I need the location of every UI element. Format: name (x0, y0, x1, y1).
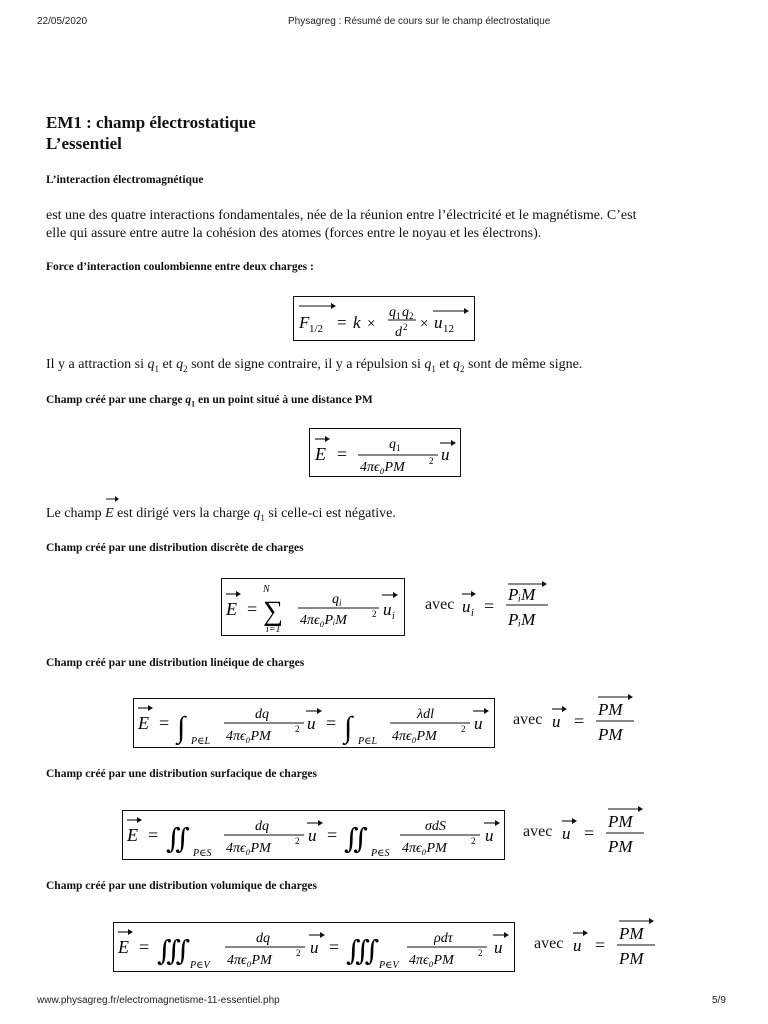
den-4pi-e0-PM: 4πϵ₀PM (360, 460, 405, 475)
equals-sign: = (584, 823, 595, 843)
integral-domain-2: P∈V (379, 960, 399, 971)
sub-1: 1 (431, 363, 436, 374)
times-sign: × (367, 316, 376, 332)
equals-sign: = (484, 596, 495, 616)
page-subtitle: L’essentiel (46, 134, 122, 153)
q-symbol: q (452, 357, 460, 372)
print-url: www.physagreg.fr/electromagnetisme-11-essentiel.php (37, 995, 280, 1006)
integral-domain: P∈S (193, 848, 212, 859)
equals-sign: = (595, 935, 606, 955)
vector-arrow (105, 495, 119, 503)
heading-interaction: L’interaction électromagnétique (46, 174, 204, 186)
den-d-exp: 2 (403, 322, 408, 332)
heading-discrete: Champ créé par une distribution discrète de charges (46, 542, 304, 554)
integral-domain-2: P∈S (371, 848, 390, 859)
lineic-formula-svg (134, 699, 494, 747)
den-PM: PM (619, 949, 644, 968)
avec-label: avec (534, 935, 564, 952)
num-q: q (332, 592, 339, 607)
E-symbol: E (226, 599, 237, 619)
num-PM: PM (598, 700, 623, 719)
equals-sign-2: = (326, 713, 337, 733)
q-symbol: q (147, 357, 155, 372)
integral-sign: ∫ (177, 711, 186, 744)
equals-sign: = (148, 825, 159, 845)
num-q-sub: i (339, 598, 342, 608)
formula-volume (113, 922, 515, 972)
print-page-title: Physagreg : Résumé de cours sur le champ électrostatique (288, 16, 551, 27)
sum-sign: ∑ (263, 596, 283, 627)
num-lambda-dl: λdl (417, 707, 434, 722)
num-dq: dq (255, 819, 269, 834)
integral-sign-2: ∫ (344, 711, 353, 744)
interaction-line-2: elle qui assure entre autre la cohésion des atomes (forces entre le noyau et les électrons). (46, 226, 542, 241)
den-exp-2: 2 (478, 948, 483, 958)
heading-volume: Champ créé par une distribution volumique de charges (46, 880, 318, 892)
E-letter: E (105, 506, 114, 521)
equals-sign-2: = (327, 825, 338, 845)
u-symbol: u (573, 936, 582, 955)
heading-point-charge (46, 394, 373, 408)
E-symbol: E (127, 825, 138, 845)
den-4pi-e0-PM-2: 4πϵ₀PM (392, 729, 437, 744)
den-exp-2: 2 (461, 724, 466, 734)
num-q1-sub: 1 (396, 443, 401, 453)
coulomb-formula-svg (294, 297, 474, 340)
u-symbol: u (562, 824, 571, 843)
avec-label: avec (523, 823, 553, 840)
note-text: Il y a attraction si (46, 357, 148, 372)
equals-sign: = (247, 599, 258, 619)
print-date: 22/05/2020 (37, 16, 88, 27)
num-q2-sub: 2 (409, 311, 414, 321)
E-symbol: E (138, 713, 149, 733)
q-symbol: q (424, 357, 432, 372)
volume-def-svg (571, 914, 661, 970)
equals-sign: = (159, 713, 170, 733)
equals-sign-2: = (329, 937, 340, 957)
num-sigma-dS: σdS (425, 819, 446, 834)
num-dq: dq (256, 931, 270, 946)
page-title: EM1 : champ électrostatique (46, 113, 256, 132)
formula-lineic (133, 698, 495, 748)
heading-coulomb: Force d’interaction coulombienne entre deux charges : (46, 261, 314, 273)
den-exp: 2 (429, 456, 434, 466)
den-PiM: PᵢM (508, 610, 536, 629)
note-text: sont de signe contraire, il y a répulsion si (187, 357, 425, 372)
u-symbol: u (308, 826, 317, 845)
den-exp: 2 (295, 724, 300, 734)
den-PM: PM (608, 837, 633, 856)
den-4pi-e0-PM: 4πϵ₀PM (227, 953, 272, 968)
note-text: et (158, 357, 177, 372)
q-symbol: q (185, 394, 192, 406)
E-symbol: E (315, 444, 326, 464)
surface-formula-svg (123, 811, 504, 859)
sum-upper-N: N (263, 584, 270, 595)
formula-surface (122, 810, 505, 860)
F-subscript: 1/2 (309, 323, 324, 335)
equals-sign: = (139, 937, 150, 957)
den-exp: 2 (295, 836, 300, 846)
den-4pi-e0-PM: 4πϵ₀PM (226, 841, 271, 856)
u-sub: i (392, 611, 395, 622)
discrete-formula-svg (222, 579, 404, 635)
heading-lineic: Champ créé par une distribution linéique de charges (46, 657, 305, 669)
surface-def-svg (560, 802, 650, 858)
k-symbol: k (353, 313, 361, 332)
interaction-line-1: est une des quatre interactions fondamentales, née de la réunion entre l’électricité et le magnétisme. C’est (46, 208, 637, 223)
sum-lower: i=1 (266, 624, 281, 635)
num-q1: q (389, 305, 396, 320)
u-symbol-2: u (485, 826, 494, 845)
u-symbol: u (441, 445, 450, 464)
u-symbol: u (434, 313, 443, 332)
triple-integral-sign: ∭ (157, 936, 191, 967)
u-sub: i (471, 608, 474, 619)
num-q2: q (402, 305, 409, 320)
avec-label: avec (425, 596, 455, 613)
formula-discrete (221, 578, 405, 636)
u-symbol: u (462, 597, 471, 616)
den-PM: PM (598, 725, 623, 744)
heading-text: Champ créé par une charge (46, 394, 186, 406)
double-integral-sign-2: ∬ (344, 824, 368, 855)
times-sign-2: × (420, 316, 429, 332)
num-PM: PM (619, 924, 644, 943)
u-symbol: u (383, 600, 392, 619)
note-text: si celle-ci est négative. (264, 506, 396, 521)
avec-label: avec (513, 711, 543, 728)
sub-2: 2 (183, 363, 188, 374)
equals-sign: = (337, 444, 348, 464)
den-exp: 2 (372, 609, 377, 619)
den-d: d (395, 325, 402, 340)
F-symbol: F (299, 313, 310, 332)
num-PiM: PᵢM (508, 585, 536, 604)
note-text: sont de même signe. (464, 357, 583, 372)
E-symbol: E (118, 937, 129, 957)
num-q1-sub: 1 (396, 311, 401, 321)
note-text: Le champ (46, 506, 106, 521)
u-symbol: u (552, 712, 561, 731)
discrete-def-svg (460, 576, 552, 632)
sub-2: 2 (459, 363, 465, 374)
integral-domain: P∈L (191, 736, 211, 747)
den-4pi-e0-PM: 4πϵ₀PM (226, 729, 271, 744)
equals-sign: = (337, 313, 347, 332)
integral-domain: P∈V (190, 960, 210, 971)
q-symbol: q (176, 357, 184, 372)
num-dq: dq (255, 707, 269, 722)
point-formula-svg (310, 429, 460, 476)
sub-1: 1 (191, 399, 196, 409)
volume-formula-svg (114, 923, 514, 971)
equals-sign: = (574, 711, 585, 731)
u-symbol: u (307, 714, 316, 733)
heading-text: en un point situé à une distance PM (195, 394, 373, 406)
num-rho-dtau: ρdτ (434, 931, 453, 946)
double-integral-sign: ∬ (166, 824, 190, 855)
den-exp: 2 (296, 948, 301, 958)
num-q1: q (389, 437, 396, 452)
note-text: et (435, 357, 453, 372)
note-text: est dirigé vers la charge (113, 506, 254, 521)
den-4pi-e0-PM-2: 4πϵ₀PM (409, 953, 454, 968)
num-PM: PM (608, 812, 633, 831)
E-vector (105, 504, 114, 523)
point-note (46, 504, 396, 528)
u-symbol-2: u (474, 714, 483, 733)
u-symbol: u (310, 938, 319, 957)
sub-1: 1 (154, 363, 159, 374)
lineic-def-svg (550, 690, 640, 746)
integral-domain-2: P∈L (358, 736, 378, 747)
triple-integral-sign-2: ∭ (346, 936, 380, 967)
den-4pi-e0-PiM: 4πϵ₀PᵢM (300, 613, 347, 628)
formula-point-charge (309, 428, 461, 477)
u-symbol-2: u (494, 938, 503, 957)
print-page-number: 5/9 (712, 995, 726, 1006)
sub-1: 1 (260, 512, 265, 523)
coulomb-note (46, 355, 582, 379)
formula-coulomb-force (293, 296, 475, 341)
den-exp-2: 2 (471, 836, 476, 846)
u-subscript: 12 (443, 323, 454, 335)
heading-surface: Champ créé par une distribution surfacique de charges (46, 768, 317, 780)
den-4pi-e0-PM-2: 4πϵ₀PM (402, 841, 447, 856)
q-symbol: q (253, 506, 261, 521)
